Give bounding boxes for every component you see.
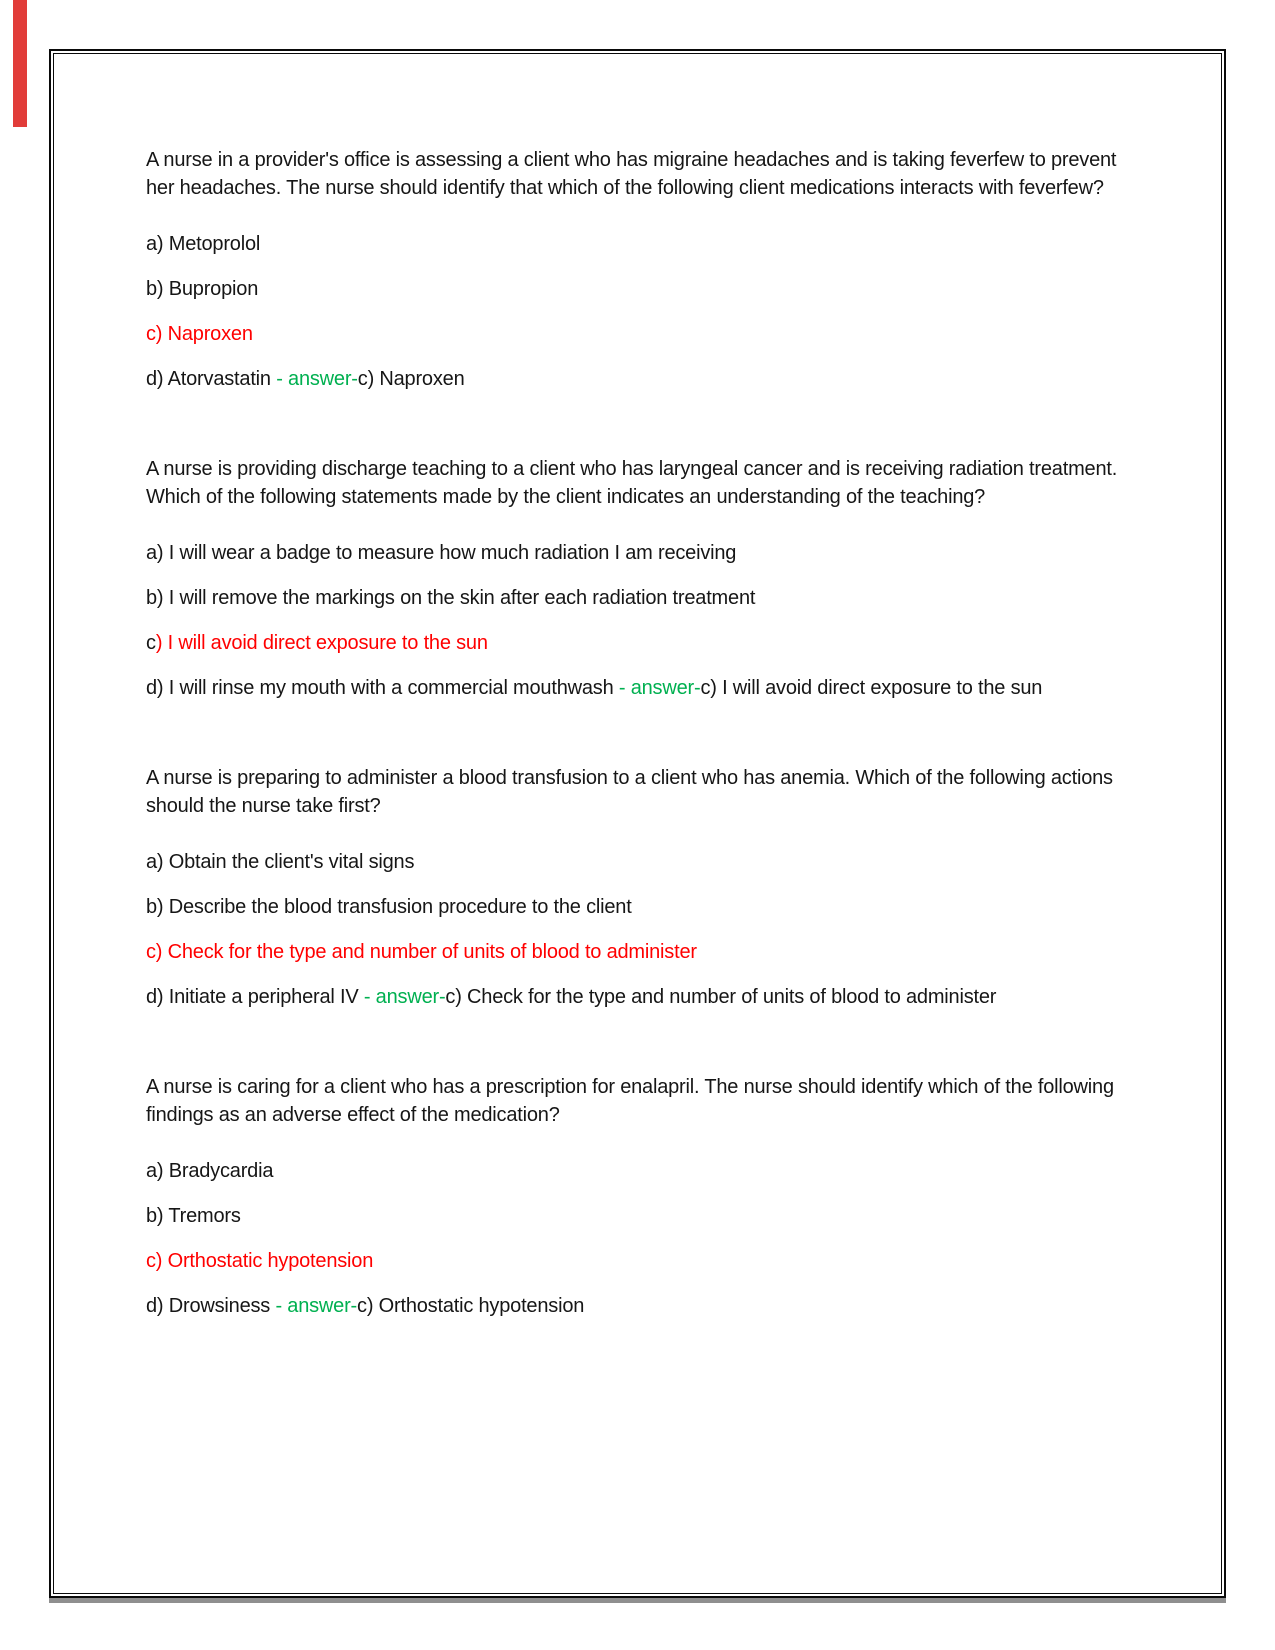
option-d-text: d) Atorvastatin — [146, 368, 277, 390]
answer-text: c) Check for the type and number of units of blood to administer — [445, 986, 997, 1008]
corner-red-marker — [13, 0, 27, 127]
option-d-text: d) I will rinse my mouth with a commercial mouthwash — [146, 677, 619, 699]
answer-text: c) Naproxen — [357, 368, 465, 390]
option-c — [146, 1247, 1135, 1275]
option-c-highlight: ) I will avoid direct exposure to the sun — [155, 632, 488, 654]
option-c-highlight: c) Check for the type and number of units of blood to administer — [146, 941, 697, 963]
option-a: a) I will wear a badge to measure how much radiation I am receiving — [146, 542, 737, 564]
option-d — [146, 365, 1135, 393]
answer-text: c) I will avoid direct exposure to the sun — [700, 677, 1043, 699]
option-b: b) Tremors — [146, 1205, 241, 1227]
question-text: A nurse is providing discharge teaching to a client who has laryngeal cancer and is receiving radiation treatment. Which of the following statements made by the client indicates an understanding of the teaching? — [146, 458, 1118, 508]
document-page-border — [49, 49, 1226, 1598]
option-c-prefix: c — [146, 632, 156, 654]
option-c-highlight: c) Orthostatic hypotension — [146, 1250, 374, 1272]
option-a: a) Obtain the client's vital signs — [146, 851, 415, 873]
answer-tag: - answer- — [363, 986, 446, 1008]
option-d — [146, 1292, 1135, 1320]
option-c — [146, 320, 1135, 348]
option-d — [146, 983, 1135, 1011]
question-block-2 — [146, 455, 1135, 702]
question-text: A nurse is preparing to administer a blood transfusion to a client who has anemia. Which of the following actions should the nurse take first? — [146, 767, 1113, 817]
document-page — [53, 53, 1222, 1594]
option-b: b) Bupropion — [146, 278, 259, 300]
question-text: A nurse is caring for a client who has a prescription for enalapril. The nurse should identify which of the following findings as an adverse effect of the medication? — [146, 1076, 1114, 1126]
option-b: b) Describe the blood transfusion procedure to the client — [146, 896, 632, 918]
question-block-1 — [146, 146, 1135, 393]
answer-text: c) Orthostatic hypotension — [357, 1295, 585, 1317]
option-d-text: d) Initiate a peripheral IV — [146, 986, 364, 1008]
option-a: a) Bradycardia — [146, 1160, 274, 1182]
option-b: b) I will remove the markings on the skin after each radiation treatment — [146, 587, 756, 609]
question-text: A nurse in a provider's office is assessing a client who has migraine headaches and is taking feverfew to prevent her headaches. The nurse should identify that which of the following client medications interacts with feverfew? — [146, 149, 1117, 199]
option-c — [146, 938, 1135, 966]
option-c — [146, 629, 1135, 657]
question-block-3 — [146, 764, 1135, 1011]
option-a: a) Metoprolol — [146, 233, 261, 255]
question-block-4 — [146, 1073, 1135, 1320]
option-c-highlight: c) Naproxen — [146, 323, 253, 345]
answer-tag: - answer- — [276, 368, 358, 390]
option-d-text: d) Drowsiness — [146, 1295, 276, 1317]
answer-tag: - answer- — [618, 677, 701, 699]
answer-tag: - answer- — [275, 1295, 358, 1317]
option-d — [146, 674, 1135, 702]
